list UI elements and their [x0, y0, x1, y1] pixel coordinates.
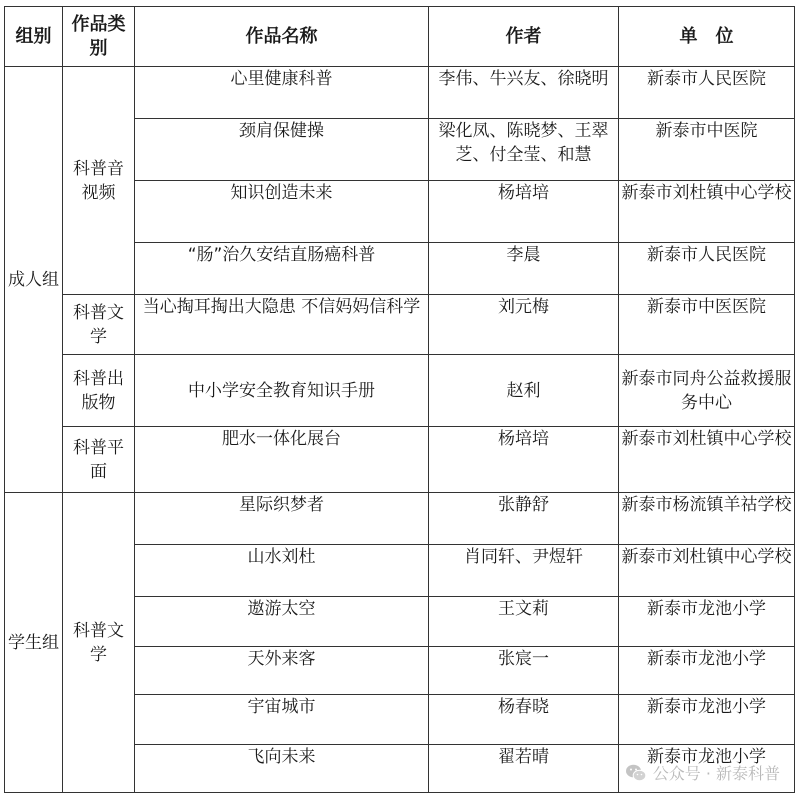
unit-cell: 新泰市人民医院: [619, 67, 795, 119]
unit-cell: 新泰市龙池小学: [619, 597, 795, 647]
title-cell: 心里健康科普: [135, 67, 429, 119]
category-cell-video: 科普音视频: [63, 67, 135, 295]
table-row: [5, 493, 795, 545]
unit-cell: 新泰市杨流镇羊祜学校: [619, 493, 795, 545]
table-row: [5, 295, 795, 355]
header-title: 作品名称: [135, 7, 429, 67]
author-cell: 杨培培: [429, 427, 619, 493]
unit-cell: 新泰市同舟公益救援服务中心: [619, 355, 795, 427]
title-cell: 星际织梦者: [135, 493, 429, 545]
category-cell-poster: 科普平面: [63, 427, 135, 493]
category-cell-publication: 科普出版物: [63, 355, 135, 427]
author-cell: 李伟、牛兴友、徐晓明: [429, 67, 619, 119]
author-cell: 赵利: [429, 355, 619, 427]
author-cell: 张宸一: [429, 647, 619, 695]
title-cell: 颈肩保健操: [135, 119, 429, 181]
header-row: [5, 7, 795, 67]
title-cell: 中小学安全教育知识手册: [135, 355, 429, 427]
unit-cell: 新泰市刘杜镇中心学校: [619, 427, 795, 493]
table-row: [5, 427, 795, 493]
title-cell: 山水刘杜: [135, 545, 429, 597]
unit-cell: 新泰市龙池小学: [619, 745, 795, 793]
author-cell: 张静舒: [429, 493, 619, 545]
header-category: 作品类别: [63, 7, 135, 67]
title-cell: 飞向未来: [135, 745, 429, 793]
title-cell: 遨游太空: [135, 597, 429, 647]
unit-cell: 新泰市龙池小学: [619, 647, 795, 695]
author-cell: 翟若晴: [429, 745, 619, 793]
title-cell: 天外来客: [135, 647, 429, 695]
title-cell: “肠”治久安结直肠癌科普: [135, 243, 429, 295]
title-cell: 知识创造未来: [135, 181, 429, 243]
watermark: [625, 761, 780, 784]
wechat-icon: [625, 763, 647, 783]
awards-table: [4, 6, 795, 793]
group-cell-adult: 成人组: [5, 67, 63, 493]
category-cell-student-literature: 科普文学: [63, 493, 135, 793]
unit-cell: 新泰市人民医院: [619, 243, 795, 295]
unit-cell: 新泰市刘杜镇中心学校: [619, 545, 795, 597]
title-cell: 当心掏耳掏出大隐患 不信妈妈信科学: [135, 295, 429, 355]
unit-cell: 新泰市中医院: [619, 119, 795, 181]
title-cell: 宇宙城市: [135, 695, 429, 745]
unit-cell: 新泰市中医医院: [619, 295, 795, 355]
author-cell: 梁化凤、陈晓梦、王翠芝、付全莹、和慧: [429, 119, 619, 181]
author-cell: 杨春晓: [429, 695, 619, 745]
group-cell-student: 学生组: [5, 493, 63, 793]
author-cell: 杨培培: [429, 181, 619, 243]
header-unit: 单 位: [619, 7, 795, 67]
author-cell: 肖同轩、尹煜轩: [429, 545, 619, 597]
category-cell-literature: 科普文学: [63, 295, 135, 355]
header-author: 作者: [429, 7, 619, 67]
table-row: [5, 355, 795, 427]
table-row: [5, 67, 795, 119]
author-cell: 刘元梅: [429, 295, 619, 355]
author-cell: 王文莉: [429, 597, 619, 647]
unit-cell: 新泰市刘杜镇中心学校: [619, 181, 795, 243]
author-cell: 李晨: [429, 243, 619, 295]
header-group: 组别: [5, 7, 63, 67]
title-cell: 肥水一体化展台: [135, 427, 429, 493]
unit-cell: 新泰市龙池小学: [619, 695, 795, 745]
watermark-text: 公众号 · 新泰科普: [652, 764, 780, 783]
